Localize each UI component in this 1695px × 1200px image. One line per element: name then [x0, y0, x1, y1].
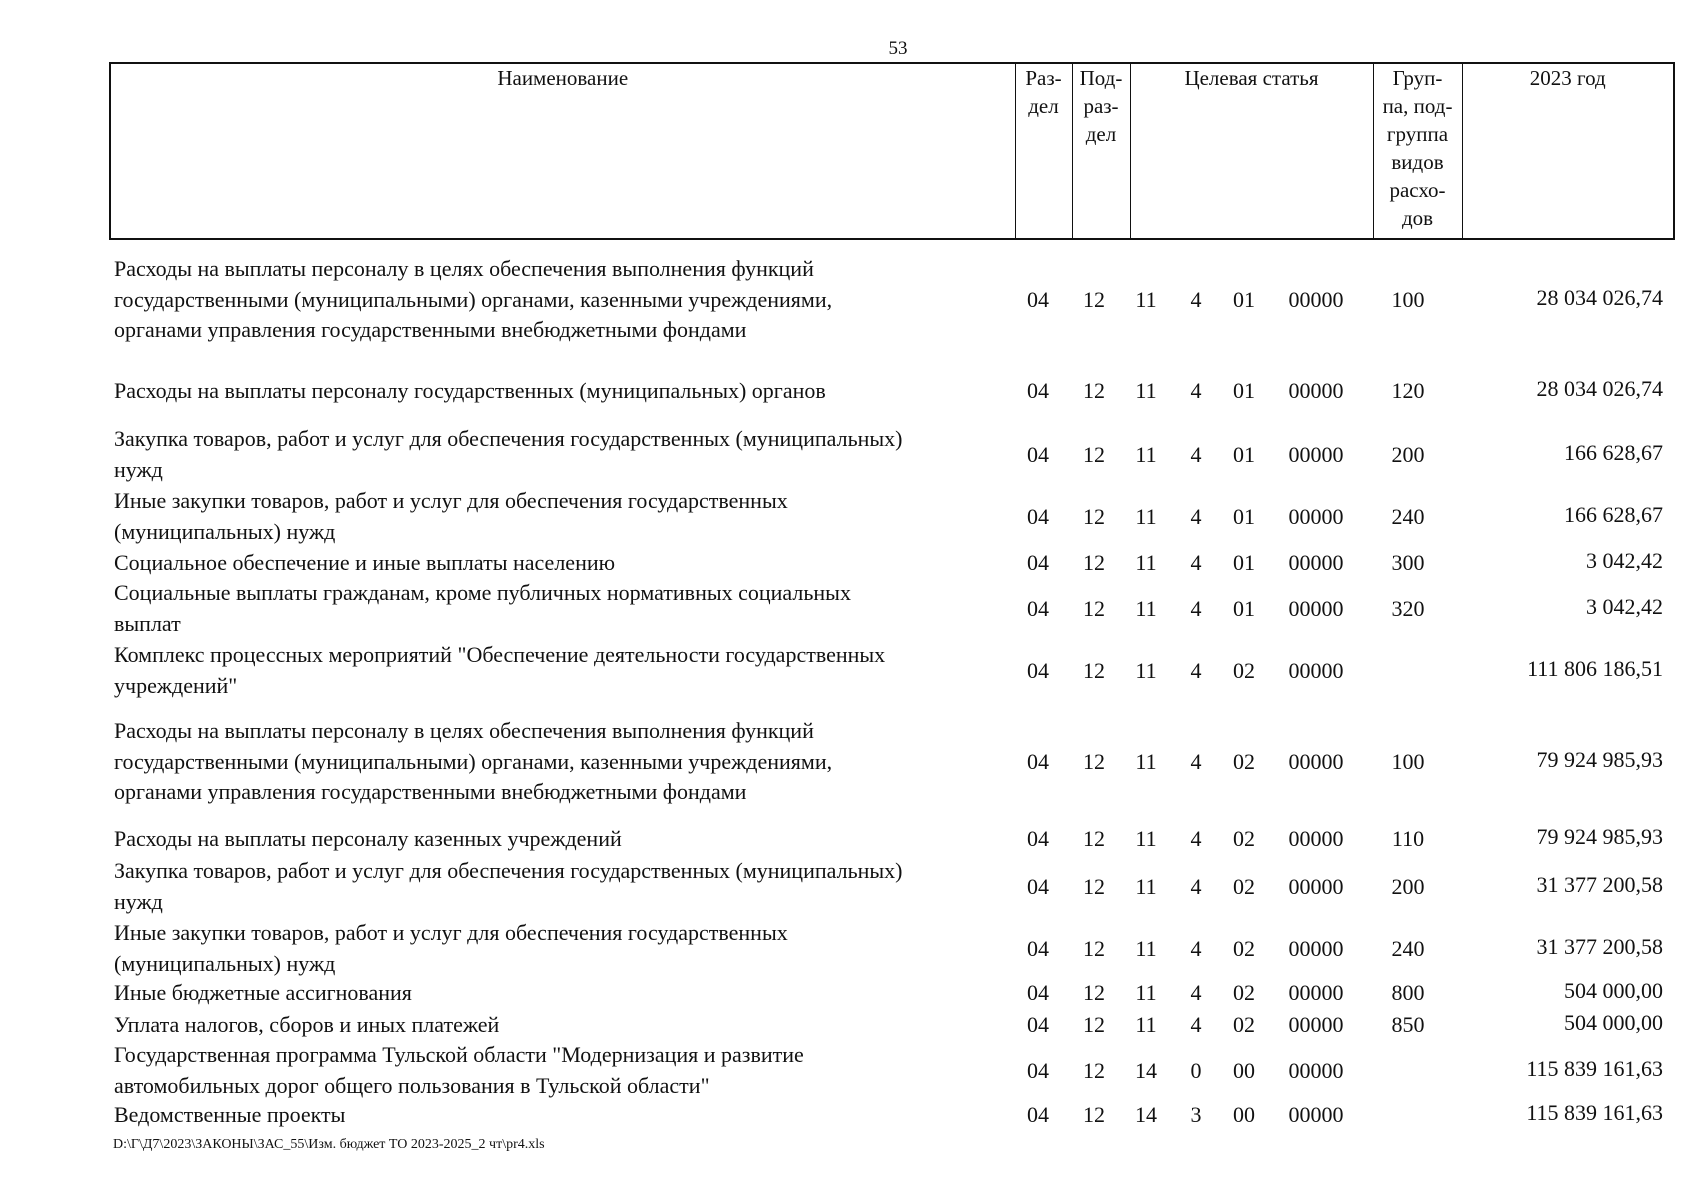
event-code: 02 [1233, 1012, 1255, 1038]
subsection-code: 12 [1083, 378, 1105, 404]
subprogram-code: 4 [1190, 980, 1202, 1006]
row-name-line: учреждений" [114, 672, 238, 698]
program-code: 11 [1135, 503, 1157, 529]
subsection-code: 12 [1083, 1057, 1105, 1083]
row-name [114, 824, 1009, 855]
row-amount: 504 000,00 [1564, 1010, 1663, 1036]
row-name [114, 548, 1009, 579]
event-code: 00 [1233, 1057, 1255, 1083]
subsection-code: 12 [1083, 1102, 1105, 1128]
direction-code: 00000 [1288, 826, 1344, 852]
header-line: Раз- [1025, 66, 1062, 90]
event-code: 01 [1233, 595, 1255, 621]
row-amount: 166 628,67 [1564, 501, 1663, 527]
row-amount: 79 924 985,93 [1536, 824, 1663, 850]
subprogram-code: 4 [1190, 748, 1202, 774]
expense-group-code: 120 [1391, 378, 1425, 404]
section-code: 04 [1027, 1057, 1049, 1083]
row-amount: 504 000,00 [1564, 978, 1663, 1004]
row-name-line: органами управления государственными внебюджетными фондами [114, 779, 747, 804]
event-code: 02 [1233, 826, 1255, 852]
row-name-line: (муниципальных) нужд [114, 950, 336, 976]
subprogram-code: 3 [1190, 1102, 1202, 1128]
program-code: 11 [1135, 1012, 1157, 1038]
subsection-code: 12 [1083, 657, 1105, 683]
header-line: дел [1028, 94, 1059, 118]
direction-code: 00000 [1288, 935, 1344, 961]
expense-group-code: 110 [1391, 826, 1425, 852]
subprogram-code: 4 [1190, 873, 1202, 899]
section-code: 04 [1027, 378, 1049, 404]
header-line: видов [1391, 150, 1444, 174]
row-amount: 166 628,67 [1564, 439, 1663, 465]
direction-code: 00000 [1288, 1102, 1344, 1128]
row-name-line: Иные закупки товаров, работ и услуг для обеспечения государственных [114, 920, 788, 945]
direction-code: 00000 [1288, 1012, 1344, 1038]
direction-code: 00000 [1288, 657, 1344, 683]
expense-group-code: 240 [1391, 503, 1425, 529]
subsection-code: 12 [1083, 550, 1105, 576]
row-amount: 115 839 161,63 [1526, 1100, 1663, 1126]
row-name-line: Государственная программа Тульской области "Модернизация и развитие [114, 1042, 804, 1067]
section-code: 04 [1027, 595, 1049, 621]
row-name-line: Иные бюджетные ассигнования [114, 980, 412, 1005]
event-code: 02 [1233, 657, 1255, 683]
row-name-line: Иные закупки товаров, работ и услуг для обеспечения государственных [114, 488, 788, 513]
row-amount: 28 034 026,74 [1536, 284, 1663, 310]
row-amount: 3 042,42 [1586, 593, 1663, 619]
program-code: 11 [1135, 441, 1157, 467]
row-name [114, 578, 1009, 639]
direction-code: 00000 [1288, 550, 1344, 576]
header-line: раз- [1083, 94, 1119, 118]
section-code: 04 [1027, 657, 1049, 683]
row-name-line: нужд [114, 456, 163, 482]
file-path: D:\Г\Д7\2023\ЗАКОНЫ\ЗАС_55\Изм. бюджет ТО 2023-2025_2 чт\pr4.xls [113, 1137, 545, 1152]
subprogram-code: 4 [1190, 935, 1202, 961]
row-name-line: (муниципальных) нужд [114, 518, 336, 544]
page-number: 53 [888, 38, 908, 59]
program-code: 11 [1135, 657, 1157, 683]
row-amount: 31 377 200,58 [1536, 933, 1663, 959]
section-code: 04 [1027, 1102, 1049, 1128]
row-name-line: Расходы на выплаты персоналу в целях обеспечения выполнения функций [114, 256, 814, 281]
header-year: 2023 год [1462, 63, 1674, 239]
header-line: группа [1386, 122, 1449, 146]
row-name-line: Расходы на выплаты персоналу в целях обеспечения выполнения функций [114, 718, 814, 743]
row-name [114, 254, 1009, 346]
expense-group-code: 100 [1391, 286, 1425, 312]
header-target-article: Целевая статья [1130, 63, 1373, 239]
direction-code: 00000 [1288, 595, 1344, 621]
row-name-line: Закупка товаров, работ и услуг для обеспечения государственных (муниципальных) [114, 858, 903, 883]
event-code: 00 [1233, 1102, 1255, 1128]
direction-code: 00000 [1288, 441, 1344, 467]
row-name-line: Расходы на выплаты персоналу казенных учреждений [114, 826, 622, 851]
direction-code: 00000 [1288, 873, 1344, 899]
row-name [114, 978, 1009, 1009]
event-code: 01 [1233, 286, 1255, 312]
subprogram-code: 4 [1190, 826, 1202, 852]
direction-code: 00000 [1288, 378, 1344, 404]
direction-code: 00000 [1288, 286, 1344, 312]
row-name [114, 856, 1009, 917]
expense-group-code: 240 [1391, 935, 1425, 961]
row-name-line: Ведомственные проекты [114, 1102, 346, 1127]
row-name-line: Расходы на выплаты персоналу государственных (муниципальных) органов [114, 378, 826, 403]
header-line: Груп- [1392, 66, 1443, 90]
section-code: 04 [1027, 980, 1049, 1006]
header-line: дел [1085, 122, 1117, 146]
section-code: 04 [1027, 873, 1049, 899]
row-amount: 79 924 985,93 [1536, 746, 1663, 772]
event-code: 02 [1233, 748, 1255, 774]
row-name [114, 376, 1009, 407]
subprogram-code: 4 [1190, 503, 1202, 529]
subsection-code: 12 [1083, 595, 1105, 621]
direction-code: 00000 [1288, 748, 1344, 774]
row-name-line: государственными (муниципальными) органами, казенными учреждениями, [114, 748, 833, 774]
subsection-code: 12 [1083, 980, 1105, 1006]
program-code: 11 [1135, 826, 1157, 852]
program-code: 14 [1135, 1102, 1157, 1128]
subsection-code: 12 [1083, 873, 1105, 899]
expense-group-code: 850 [1391, 1012, 1425, 1038]
expense-group-code: 320 [1391, 595, 1425, 621]
direction-code: 00000 [1288, 980, 1344, 1006]
row-amount: 3 042,42 [1586, 548, 1663, 574]
subprogram-code: 4 [1190, 441, 1202, 467]
row-name-line: Социальное обеспечение и иные выплаты населению [114, 550, 616, 575]
subprogram-code: 4 [1190, 286, 1202, 312]
subprogram-code: 4 [1190, 1012, 1202, 1038]
section-code: 04 [1027, 826, 1049, 852]
header-line: расхо- [1389, 178, 1446, 202]
subsection-code: 12 [1083, 441, 1105, 467]
section-code: 04 [1027, 935, 1049, 961]
event-code: 01 [1233, 503, 1255, 529]
subsection-code: 12 [1083, 935, 1105, 961]
event-code: 01 [1233, 550, 1255, 576]
expense-group-code: 100 [1391, 748, 1425, 774]
header-line: Под- [1079, 66, 1123, 90]
header-line: па, под- [1382, 94, 1453, 118]
row-amount: 31 377 200,58 [1536, 871, 1663, 897]
program-code: 11 [1135, 980, 1157, 1006]
row-amount: 115 839 161,63 [1526, 1055, 1663, 1081]
expense-group-code: 200 [1391, 873, 1425, 899]
event-code: 01 [1233, 378, 1255, 404]
row-name [114, 918, 1009, 979]
row-amount: 111 806 186,51 [1527, 655, 1663, 681]
program-code: 11 [1135, 286, 1157, 312]
expense-group-code: 200 [1391, 441, 1425, 467]
event-code: 02 [1233, 980, 1255, 1006]
row-name [114, 1040, 1009, 1101]
row-name-line: Уплата налогов, сборов и иных платежей [114, 1012, 500, 1037]
row-name-line: Социальные выплаты гражданам, кроме публичных нормативных социальных [114, 580, 851, 605]
program-code: 14 [1135, 1057, 1157, 1083]
program-code: 11 [1135, 748, 1157, 774]
subsection-code: 12 [1083, 748, 1105, 774]
subsection-code: 12 [1083, 503, 1105, 529]
row-name [114, 1010, 1009, 1041]
program-code: 11 [1135, 873, 1157, 899]
section-code: 04 [1027, 1012, 1049, 1038]
row-amount: 28 034 026,74 [1536, 376, 1663, 402]
section-code: 04 [1027, 286, 1049, 312]
subsection-code: 12 [1083, 1012, 1105, 1038]
row-name-line: Комплекс процессных мероприятий "Обеспечение деятельности государственных [114, 642, 886, 667]
row-name-line: нужд [114, 888, 163, 914]
row-name-line: органами управления государственными внебюджетными фондами [114, 317, 747, 342]
direction-code: 00000 [1288, 1057, 1344, 1083]
expense-group-code: 800 [1391, 980, 1425, 1006]
program-code: 11 [1135, 378, 1157, 404]
header-name: Наименование [110, 63, 1015, 239]
direction-code: 00000 [1288, 503, 1344, 529]
header-line: дов [1401, 206, 1434, 230]
row-name [114, 716, 1009, 808]
subprogram-code: 4 [1190, 657, 1202, 683]
row-name [114, 640, 1009, 701]
expense-group-code: 300 [1391, 550, 1425, 576]
row-name-line: автомобильных дорог общего пользования в Тульской области" [114, 1072, 710, 1098]
event-code: 01 [1233, 441, 1255, 467]
row-name [114, 1100, 1009, 1131]
section-code: 04 [1027, 748, 1049, 774]
subprogram-code: 4 [1190, 378, 1202, 404]
event-code: 02 [1233, 873, 1255, 899]
subprogram-code: 4 [1190, 550, 1202, 576]
subprogram-code: 4 [1190, 595, 1202, 621]
section-code: 04 [1027, 550, 1049, 576]
section-code: 04 [1027, 503, 1049, 529]
section-code: 04 [1027, 441, 1049, 467]
row-name-line: Закупка товаров, работ и услуг для обеспечения государственных (муниципальных) [114, 426, 903, 451]
program-code: 11 [1135, 935, 1157, 961]
event-code: 02 [1233, 935, 1255, 961]
subsection-code: 12 [1083, 286, 1105, 312]
row-name-line: выплат [114, 610, 181, 636]
row-name [114, 486, 1009, 547]
row-name [114, 424, 1009, 485]
row-name-line: государственными (муниципальными) органами, казенными учреждениями, [114, 286, 833, 312]
program-code: 11 [1135, 595, 1157, 621]
program-code: 11 [1135, 550, 1157, 576]
subprogram-code: 0 [1190, 1057, 1202, 1083]
subsection-code: 12 [1083, 826, 1105, 852]
